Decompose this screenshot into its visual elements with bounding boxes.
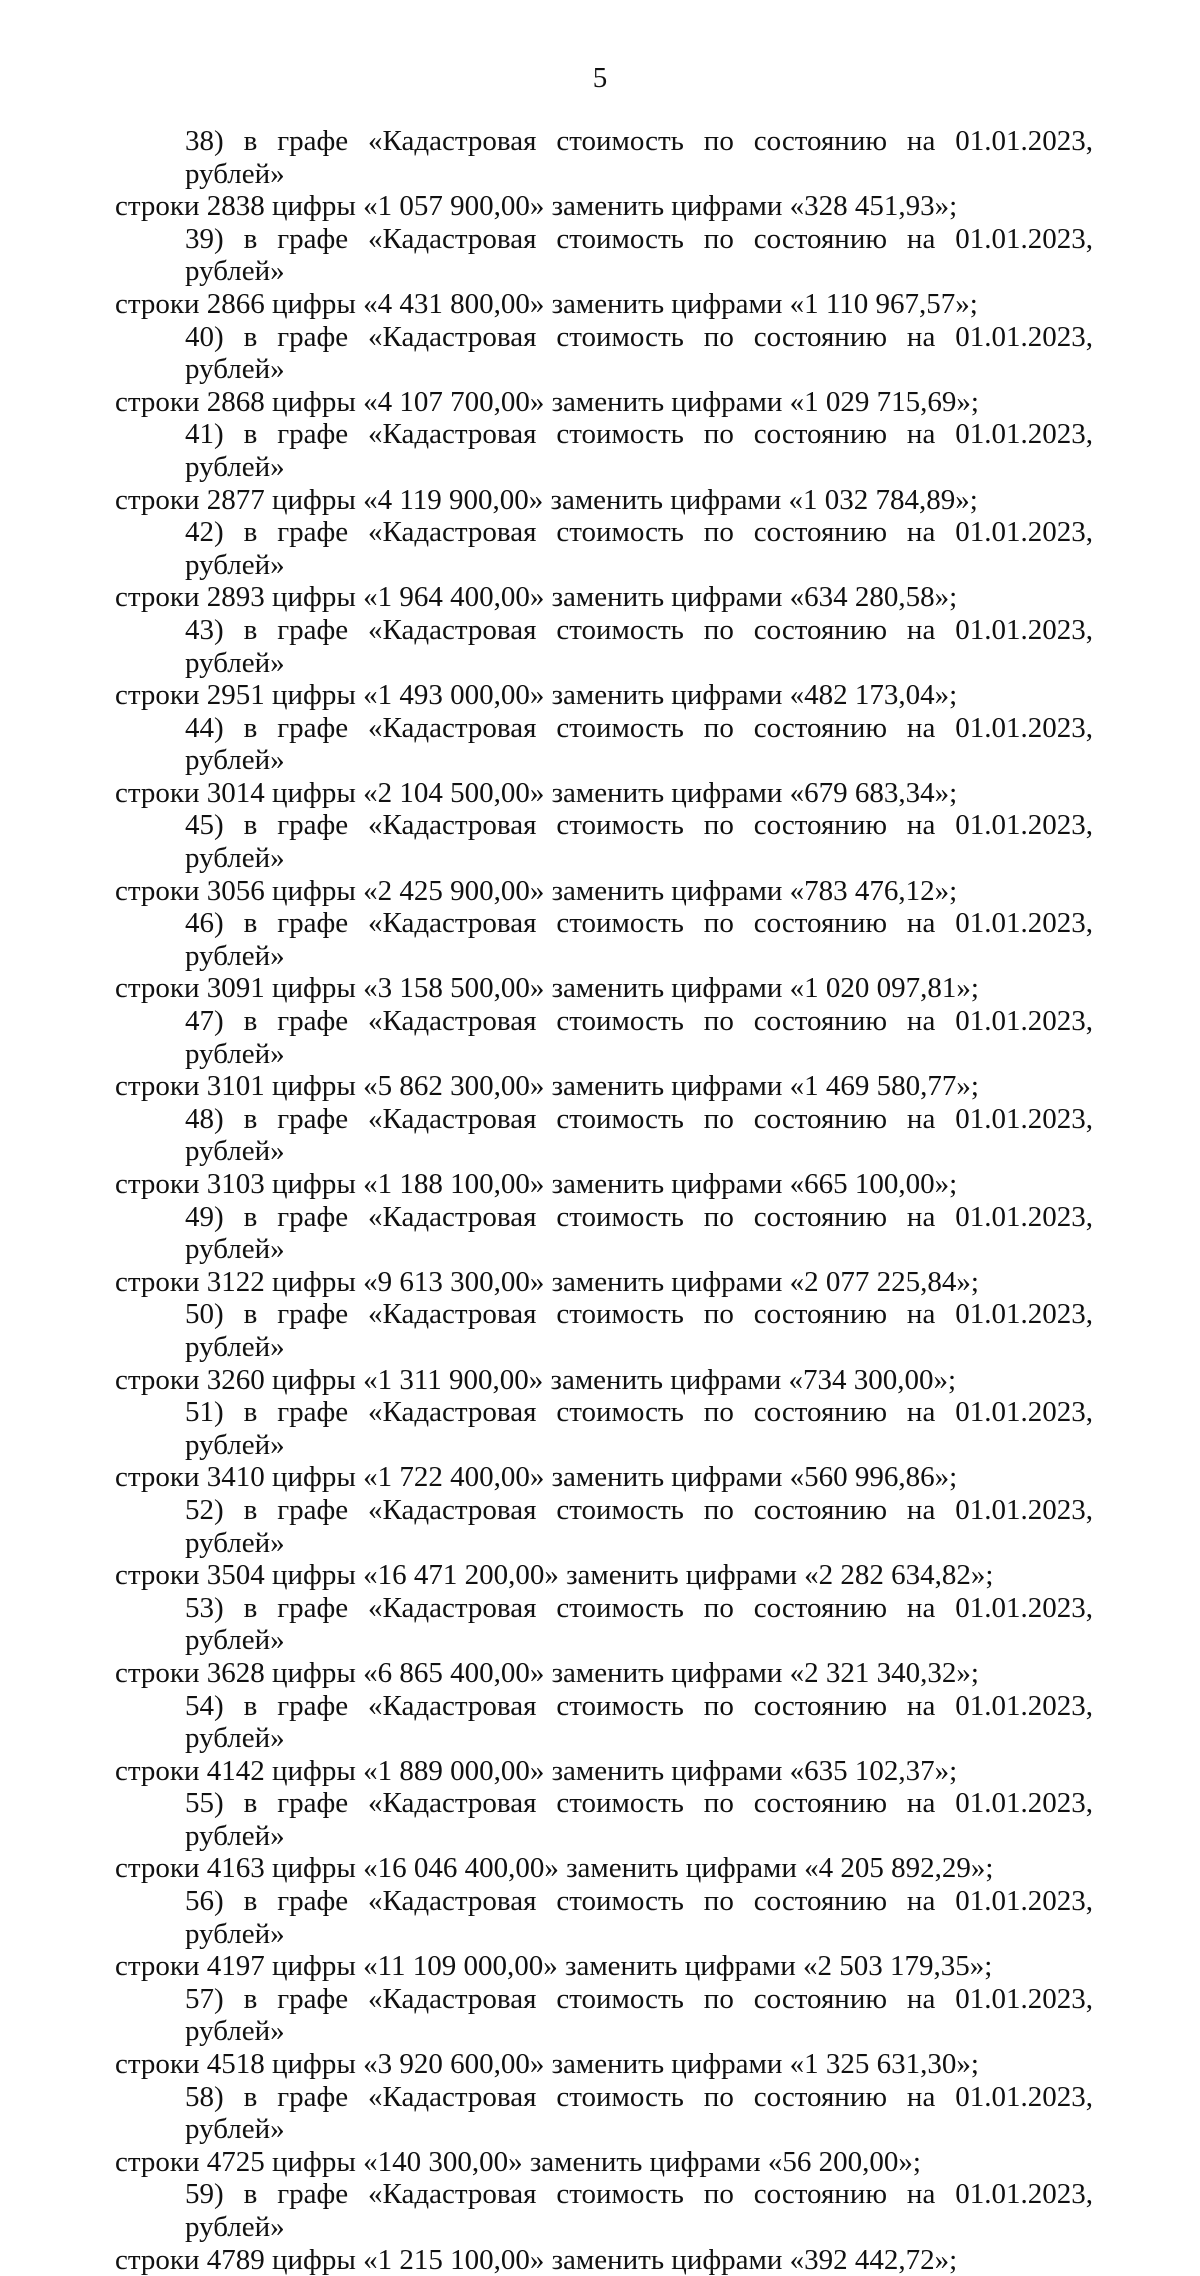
amendment-item-column-clause: 47) в графе «Кадастровая стоимость по состоянию на 01.01.2023, рублей» [185,1005,1093,1070]
amendment-item-column-clause: 41) в графе «Кадастровая стоимость по состоянию на 01.01.2023, рублей» [185,418,1093,483]
amendment-item [115,712,1093,810]
amendment-item [115,1690,1093,1788]
amendment-item-replacement-clause: строки 4163 цифры «16 046 400,00» заменить цифрами «4 205 892,29»; [115,1852,994,1885]
amendment-item [115,907,1093,1005]
amendment-item [115,2081,1093,2179]
amendment-item-column-clause: 59) в графе «Кадастровая стоимость по состоянию на 01.01.2023, рублей» [185,2178,1093,2243]
amendment-item-column-clause: 58) в графе «Кадастровая стоимость по состоянию на 01.01.2023, рублей» [185,2080,1093,2146]
amendment-item [115,1201,1093,1299]
amendment-item [115,809,1093,907]
amendment-item-replacement-clause: строки 2868 цифры «4 107 700,00» заменить цифрами «1 029 715,69»; [115,385,979,418]
amendment-item-column-clause: 42) в графе «Кадастровая стоимость по состоянию на 01.01.2023, рублей» [185,516,1093,581]
amendment-item-replacement-clause: строки 2893 цифры «1 964 400,00» заменить цифрами «634 280,58»; [115,581,958,614]
amendment-item-column-clause: 44) в графе «Кадастровая стоимость по состоянию на 01.01.2023, рублей» [185,711,1093,777]
amendment-item-replacement-clause: строки 3056 цифры «2 425 900,00» заменить цифрами «783 476,12»; [115,874,958,907]
amendment-item-replacement-clause: строки 4197 цифры «11 109 000,00» заменить цифрами «2 503 179,35»; [115,1950,993,1983]
amendment-item-replacement-clause: строки 2838 цифры «1 057 900,00» заменить цифрами «328 451,93»; [115,190,958,223]
amendment-item [115,1396,1093,1494]
amendment-item-column-clause: 43) в графе «Кадастровая стоимость по состоянию на 01.01.2023, рублей» [185,613,1093,679]
amendment-item-column-clause: 57) в графе «Кадастровая стоимость по состоянию на 01.01.2023, рублей» [185,1982,1093,2048]
amendment-item-replacement-clause: строки 3628 цифры «6 865 400,00» заменить цифрами «2 321 340,32»; [115,1656,979,1689]
amendment-item-column-clause: 48) в графе «Кадастровая стоимость по состоянию на 01.01.2023, рублей» [185,1102,1093,1168]
amendment-item-column-clause: 39) в графе «Кадастровая стоимость по состоянию на 01.01.2023, рублей» [185,222,1093,288]
amendment-item [115,1494,1093,1592]
amendment-item [115,1103,1093,1201]
amendment-item [115,1885,1093,1983]
amendment-item-column-clause: 38) в графе «Кадастровая стоимость по состоянию на 01.01.2023, рублей» [185,125,1093,190]
amendment-item [115,1592,1093,1690]
amendment-item [115,2178,1093,2276]
amendment-item-column-clause: 49) в графе «Кадастровая стоимость по состоянию на 01.01.2023, рублей» [185,1200,1093,1266]
amendment-item-replacement-clause: строки 4518 цифры «3 920 600,00» заменить цифрами «1 325 631,30»; [115,2048,979,2081]
amendment-item [115,1298,1093,1396]
amendment-list [115,125,1093,2276]
amendment-item-replacement-clause: строки 2877 цифры «4 119 900,00» заменить цифрами «1 032 784,89»; [115,483,978,516]
amendment-item [115,321,1093,419]
amendment-item-column-clause: 56) в графе «Кадастровая стоимость по состоянию на 01.01.2023, рублей» [185,1885,1093,1950]
amendment-item-column-clause: 40) в графе «Кадастровая стоимость по состоянию на 01.01.2023, рублей» [185,320,1093,386]
amendment-item [115,125,1093,223]
amendment-item [115,516,1093,614]
amendment-item-replacement-clause: строки 2951 цифры «1 493 000,00» заменить цифрами «482 173,04»; [115,679,958,712]
amendment-item-replacement-clause: строки 3260 цифры «1 311 900,00» заменить цифрами «734 300,00»; [115,1363,957,1396]
amendment-item-column-clause: 45) в графе «Кадастровая стоимость по состоянию на 01.01.2023, рублей» [185,809,1093,875]
amendment-item-replacement-clause: строки 4725 цифры «140 300,00» заменить цифрами «56 200,00»; [115,2145,921,2178]
amendment-item [115,1005,1093,1103]
amendment-item-column-clause: 55) в графе «Кадастровая стоимость по состоянию на 01.01.2023, рублей» [185,1787,1093,1852]
amendment-item-replacement-clause: строки 3504 цифры «16 471 200,00» заменить цифрами «2 282 634,82»; [115,1559,994,1592]
amendment-item-replacement-clause: строки 3091 цифры «3 158 500,00» заменить цифрами «1 020 097,81»; [115,972,979,1005]
amendment-item [115,418,1093,516]
amendment-item-replacement-clause: строки 4789 цифры «1 215 100,00» заменить цифрами «392 442,72»; [115,2243,958,2276]
amendment-item-replacement-clause: строки 4142 цифры «1 889 000,00» заменить цифрами «635 102,37»; [115,1754,958,1787]
amendment-item-replacement-clause: строки 2866 цифры «4 431 800,00» заменить цифрами «1 110 967,57»; [115,287,978,320]
amendment-item-column-clause: 54) в графе «Кадастровая стоимость по состоянию на 01.01.2023, рублей» [185,1689,1093,1755]
amendment-item [115,1983,1093,2081]
amendment-item-replacement-clause: строки 3101 цифры «5 862 300,00» заменить цифрами «1 469 580,77»; [115,1070,979,1103]
page-number: 5 [592,62,608,94]
amendment-item [115,223,1093,321]
amendment-item-column-clause: 51) в графе «Кадастровая стоимость по состоянию на 01.01.2023, рублей» [185,1396,1093,1461]
amendment-item [115,614,1093,712]
amendment-item-column-clause: 52) в графе «Кадастровая стоимость по состоянию на 01.01.2023, рублей» [185,1493,1093,1559]
amendment-item [115,1787,1093,1885]
amendment-item-replacement-clause: строки 3103 цифры «1 188 100,00» заменить цифрами «665 100,00»; [115,1168,958,1200]
amendment-item-replacement-clause: строки 3122 цифры «9 613 300,00» заменить цифрами «2 077 225,84»; [115,1265,979,1298]
amendment-item-column-clause: 53) в графе «Кадастровая стоимость по состоянию на 01.01.2023, рублей» [185,1591,1093,1657]
amendment-item-column-clause: 50) в графе «Кадастровая стоимость по состоянию на 01.01.2023, рублей» [185,1298,1093,1363]
amendment-item-replacement-clause: строки 3410 цифры «1 722 400,00» заменить цифрами «560 996,86»; [115,1461,958,1494]
amendment-item-column-clause: 46) в графе «Кадастровая стоимость по состоянию на 01.01.2023, рублей» [185,907,1093,972]
amendment-item-replacement-clause: строки 3014 цифры «2 104 500,00» заменить цифрами «679 683,34»; [115,776,958,809]
